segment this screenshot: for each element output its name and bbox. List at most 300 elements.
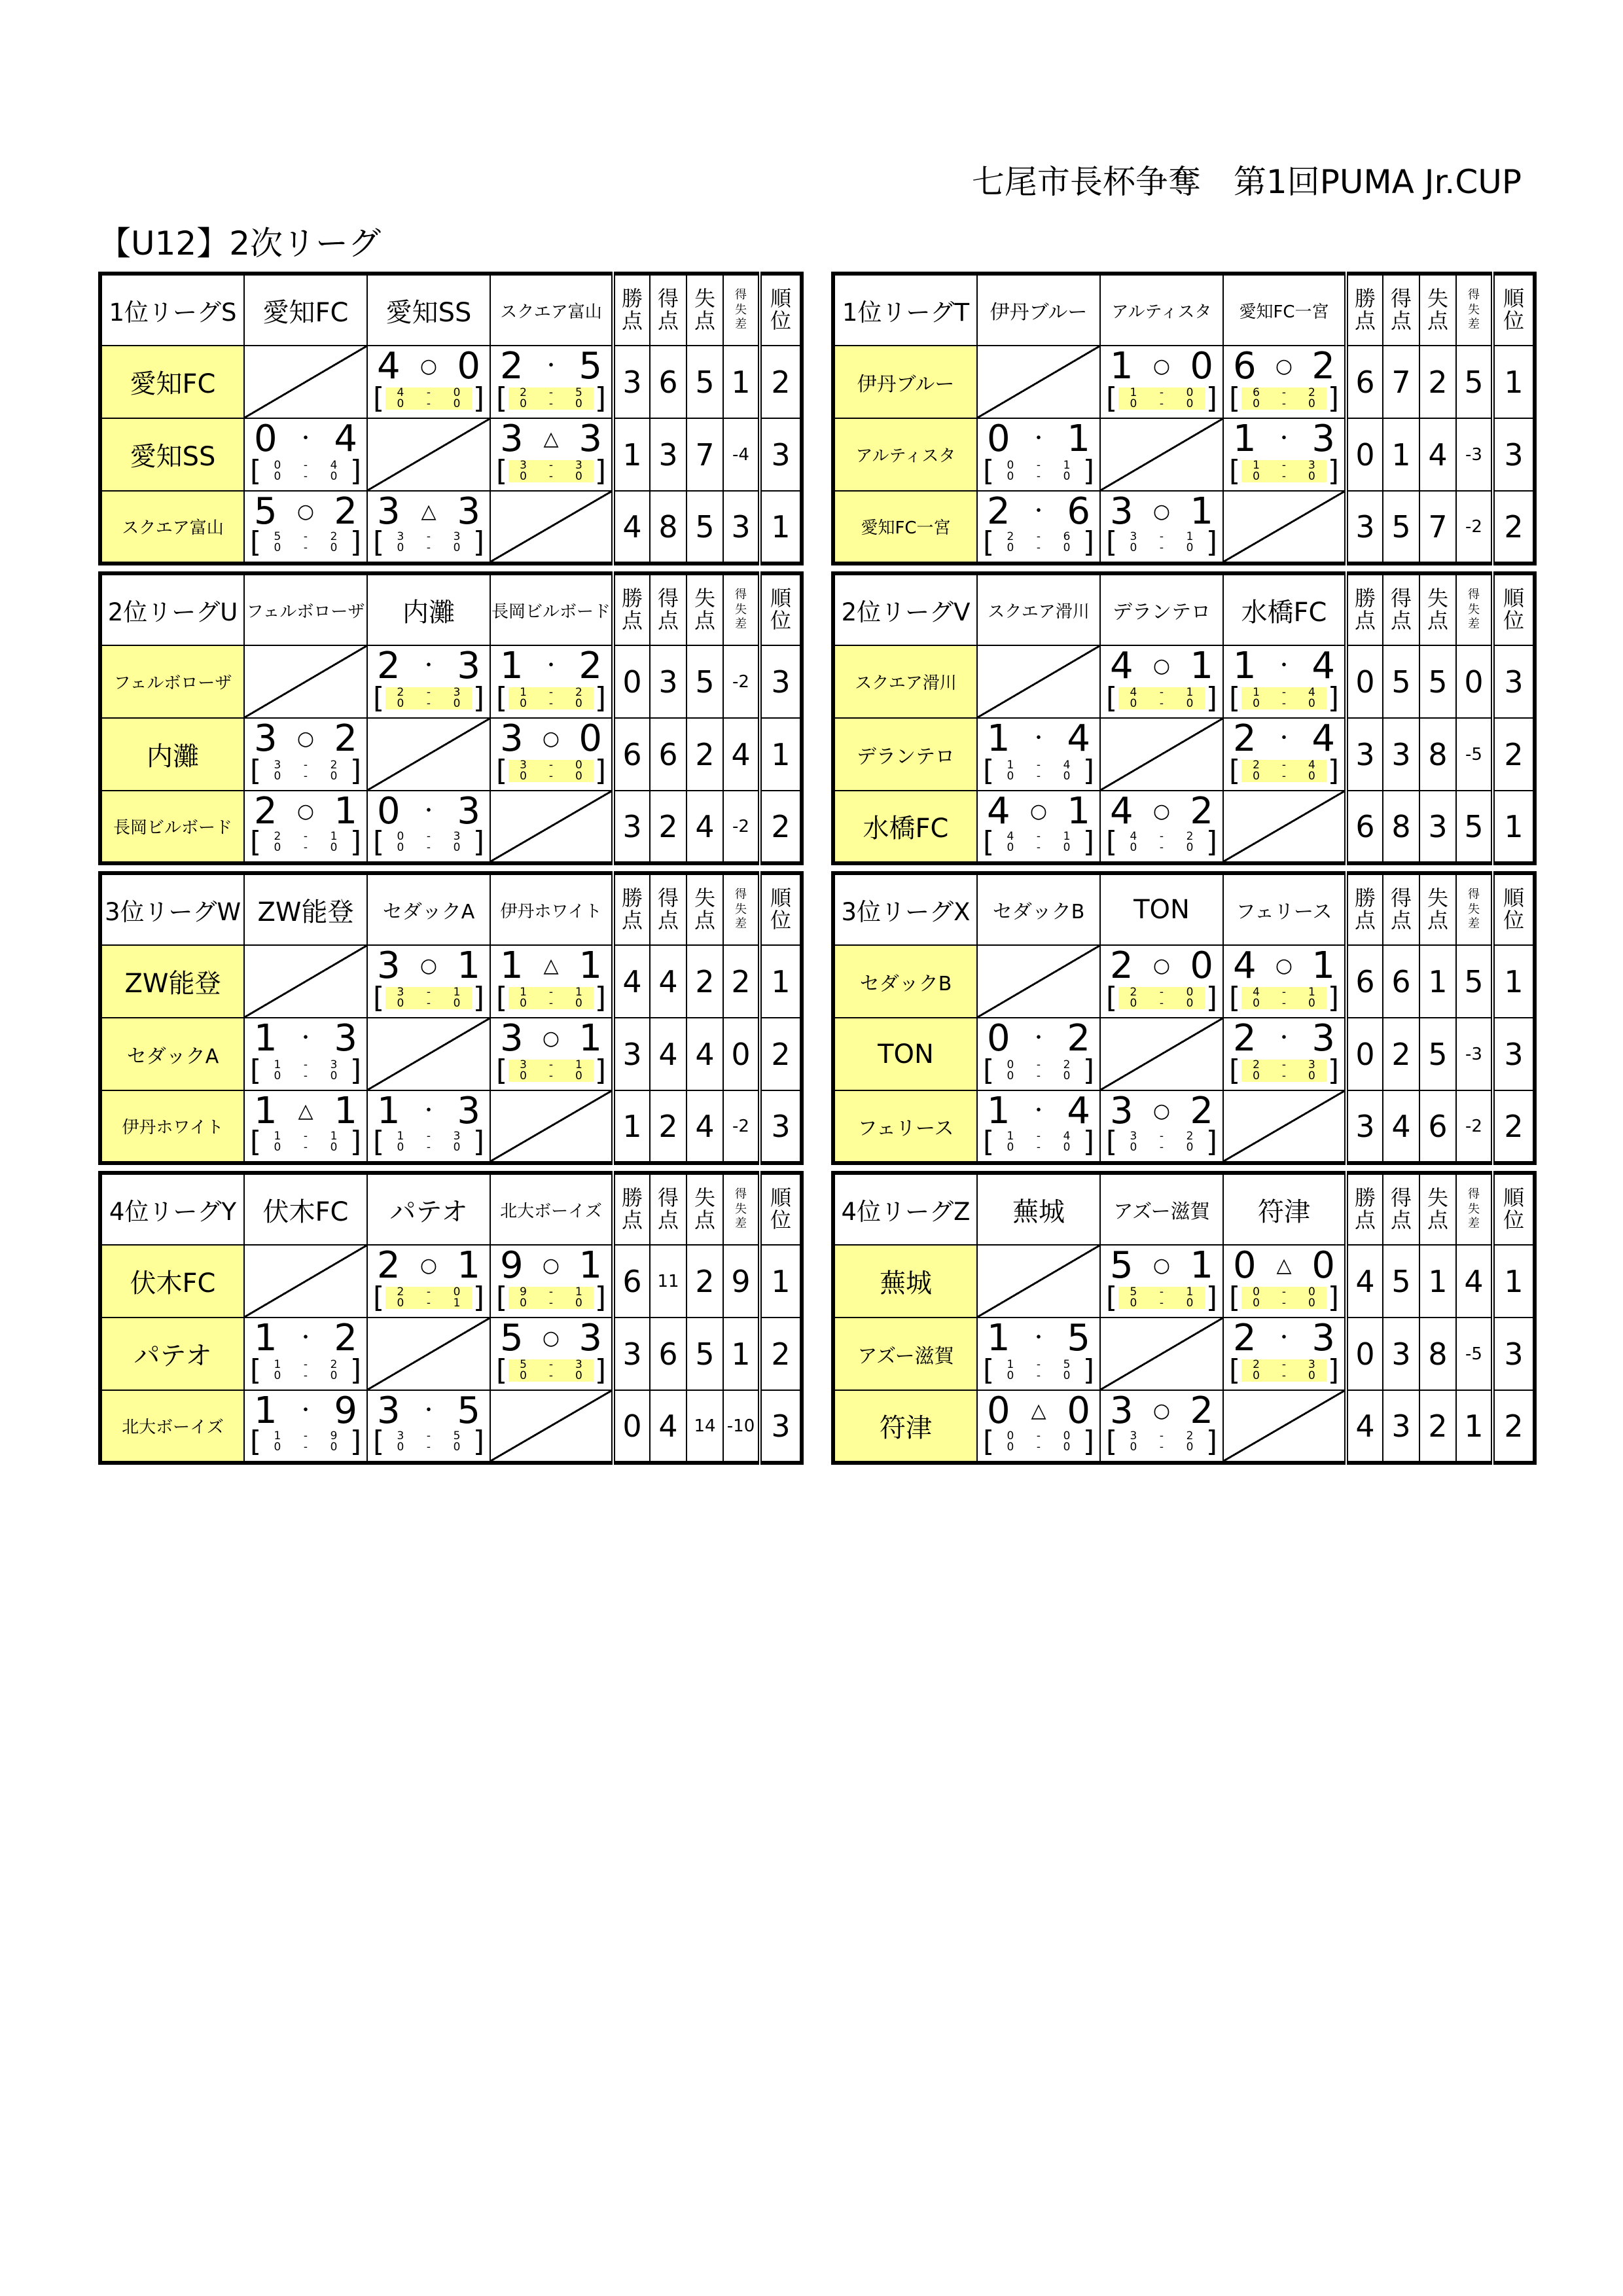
self-match-cell [490,491,613,564]
team-row [833,1245,1535,1318]
match-result [977,418,1100,491]
goals-for-value: 8 [1383,791,1419,863]
half-scores: [ 1 - 4 0 - 0 ] [1229,681,1339,715]
self-match-cell [244,1245,367,1318]
header-goal-diff: 得 失 差 [723,573,760,645]
goal-diff-value: -2 [723,1090,760,1163]
row-team-name: 北大ボーイズ [100,1390,244,1463]
goals-for-value: 3 [650,645,687,718]
first-half-score: 1 - 2 [520,686,582,699]
team-row [833,718,1535,791]
score-away: 1 [334,791,357,833]
result-symbol: ・ [296,1027,315,1050]
rank-value: 1 [760,1245,802,1318]
header-win-points: 勝 点 [1346,873,1383,945]
self-match-cell [490,1390,613,1463]
first-half-score: 3 - 5 [397,1429,461,1443]
first-half-score: 1 - 1 [274,1130,338,1143]
win-points-value: 1 [613,418,650,491]
first-half-score: 2 - 0 [397,1285,461,1299]
score-home: 4 [377,346,401,387]
score-home: 5 [254,491,277,533]
goals-for-value: 4 [1383,1090,1419,1163]
goals-for-value: 3 [650,418,687,491]
row-team-name: 長岡ビルボード [100,791,244,863]
header-team: アズー滋賀 [1100,1173,1223,1245]
header-rank: 順 位 [760,1173,802,1245]
score-away: 4 [1311,645,1335,687]
goal-diff-value: 1 [1456,1390,1493,1463]
second-half-score: 0 - 0 [520,1297,582,1310]
half-scores: [ 1 - 9 0 - 0 ] [250,1425,361,1458]
result-symbol: ○ [419,355,438,378]
score-home: 0 [987,1390,1010,1432]
score-away: 1 [457,945,480,987]
half-scores: [ 1 - 0 0 - 0 ] [1106,382,1217,415]
goal-diff-value: -2 [1456,1090,1493,1163]
team-row [833,1390,1535,1463]
header-team: フェルボローザ [244,573,367,645]
match-result [490,645,613,718]
score-home: 5 [1110,1245,1133,1287]
score-home: 3 [1110,1090,1133,1132]
league-name: 2位リーグV [833,573,977,645]
half-scores: [ 3 - 5 0 - 0 ] [373,1425,484,1458]
half-scores: [ 5 - 3 0 - 0 ] [496,1354,606,1387]
score-home: 2 [1110,945,1133,987]
header-goals-for: 得 点 [650,274,687,346]
result-symbol: ・ [1274,727,1294,750]
match-result [1223,945,1346,1018]
match-result [1100,491,1223,564]
result-symbol: ○ [419,1254,438,1277]
header-rank: 順 位 [760,873,802,945]
header-team: 伊丹ホワイト [490,873,613,945]
win-points-value: 4 [613,491,650,564]
win-points-value: 3 [613,791,650,863]
half-scores: [ 4 - 1 0 - 0 ] [1229,981,1339,1014]
score-away: 1 [579,945,602,987]
league-table-1 [98,272,804,565]
row-team-name: 蕪城 [833,1245,977,1318]
self-match-cell [244,645,367,718]
goals-for-value: 6 [1383,945,1419,1018]
result-symbol: ・ [1029,1100,1048,1122]
header-rank: 順 位 [1493,1173,1535,1245]
second-half-score: 0 - 0 [1007,1069,1071,1083]
match-result [367,1245,490,1318]
win-points-value: 1 [613,1090,650,1163]
goal-diff-value: 0 [723,1018,760,1090]
win-points-value: 3 [1346,718,1383,791]
second-half-score: 0 - 0 [274,1141,338,1154]
goals-against-value: 5 [1419,645,1456,718]
goal-diff-value: 4 [1456,1245,1493,1318]
half-scores: [ 0 - 1 0 - 0 ] [983,454,1094,488]
self-match-cell [244,945,367,1018]
half-scores: [ 5 - 2 0 - 0 ] [250,526,361,559]
rank-value: 3 [760,418,802,491]
half-scores: [ 1 - 3 0 - 0 ] [1229,454,1339,488]
first-half-score: 1 - 3 [397,1130,461,1143]
half-scores: [ 3 - 2 0 - 0 ] [1106,1425,1217,1458]
self-match-cell [244,346,367,418]
second-half-score: 0 - 0 [520,470,582,483]
second-half-score: 0 - 0 [1130,997,1194,1010]
header-team: 愛知SS [367,274,490,346]
header-win-points: 勝 点 [613,573,650,645]
score-home: 1 [1233,418,1257,460]
score-away: 2 [1190,1390,1213,1432]
header-team: 長岡ビルボード [490,573,613,645]
score-away: 3 [457,791,480,833]
score-home: 2 [987,491,1010,533]
win-points-value: 0 [1346,418,1383,491]
first-half-score: 0 - 3 [397,830,461,843]
first-half-score: 3 - 1 [520,1058,582,1071]
match-result [244,791,367,863]
self-match-cell [367,1318,490,1390]
first-half-score: 3 - 1 [397,986,461,999]
self-match-cell [1223,1390,1346,1463]
first-half-score: 1 - 4 [1007,759,1071,772]
half-scores: [ 2 - 6 0 - 0 ] [983,526,1094,559]
score-home: 1 [1110,346,1133,387]
goals-against-value: 4 [1419,418,1456,491]
first-half-score: 0 - 0 [1007,1429,1071,1443]
score-away: 4 [1067,1090,1090,1132]
half-scores: [ 3 - 2 0 - 0 ] [1106,1125,1217,1158]
header-team: 伊丹ブルー [977,274,1100,346]
win-points-value: 3 [613,346,650,418]
page-subtitle: 【U12】2次リーグ [98,224,382,262]
goals-for-value: 6 [650,718,687,791]
first-half-score: 3 - 2 [1130,1429,1194,1443]
row-team-name: アズー滋賀 [833,1318,977,1390]
self-match-cell [367,1018,490,1090]
header-team: 蕪城 [977,1173,1100,1245]
second-half-score: 0 - 0 [1253,397,1315,410]
score-away: 1 [1067,418,1090,460]
score-away: 0 [579,718,602,760]
half-scores: [ 3 - 2 0 - 0 ] [250,754,361,787]
win-points-value: 3 [1346,491,1383,564]
goals-against-value: 2 [1419,1390,1456,1463]
league-name: 1位リーグS [100,274,244,346]
result-symbol: ○ [419,954,438,977]
score-home: 3 [500,1018,524,1060]
header-goals-against: 失 点 [687,573,723,645]
header-rank: 順 位 [760,573,802,645]
first-half-score: 1 - 4 [1253,686,1315,699]
header-goals-against: 失 点 [1419,1173,1456,1245]
rank-value: 1 [1493,945,1535,1018]
match-result [1100,1245,1223,1318]
result-symbol: ・ [541,655,561,677]
result-symbol: ・ [1029,427,1048,450]
score-away: 4 [334,418,357,460]
first-half-score: 4 - 2 [1130,830,1194,843]
result-symbol: ○ [296,800,315,823]
result-symbol: ○ [296,500,315,523]
rank-value: 2 [760,1318,802,1390]
score-away: 0 [1190,945,1213,987]
score-home: 0 [987,418,1010,460]
header-goal-diff: 得 失 差 [723,873,760,945]
self-match-cell [1223,791,1346,863]
second-half-score: 0 - 0 [1007,470,1071,483]
match-result [490,1245,613,1318]
header-goals-against: 失 点 [1419,274,1456,346]
score-home: 9 [500,1245,524,1287]
row-team-name: 符津 [833,1390,977,1463]
team-row [100,1390,802,1463]
rank-value: 2 [1493,491,1535,564]
first-half-score: 1 - 1 [520,986,582,999]
half-scores: [ 2 - 3 0 - 0 ] [373,681,484,715]
second-half-score: 0 - 0 [1007,841,1071,854]
score-away: 2 [334,1318,357,1359]
goals-for-value: 11 [650,1245,687,1318]
second-half-score: 0 - 0 [1253,1069,1315,1083]
score-away: 0 [457,346,480,387]
header-team: パテオ [367,1173,490,1245]
team-row [100,1018,802,1090]
result-symbol: ・ [1029,727,1048,750]
second-half-score: 0 - 0 [397,841,461,854]
score-home: 1 [1233,645,1257,687]
match-result [1223,418,1346,491]
win-points-value: 0 [1346,1318,1383,1390]
match-result [1100,945,1223,1018]
score-away: 1 [1190,645,1213,687]
header-goal-diff: 得 失 差 [723,274,760,346]
header-team: セダックA [367,873,490,945]
win-points-value: 0 [613,645,650,718]
self-match-cell [1100,418,1223,491]
score-away: 0 [1067,1390,1090,1432]
result-symbol: ・ [1274,1327,1294,1350]
match-result [490,418,613,491]
goal-diff-value: -10 [723,1390,760,1463]
team-row [100,1318,802,1390]
score-home: 1 [987,718,1010,760]
score-away: 1 [579,1018,602,1060]
score-home: 1 [500,645,524,687]
result-symbol: ・ [1029,500,1048,523]
second-half-score: 0 - 1 [397,1297,461,1310]
row-team-name: ZW能登 [100,945,244,1018]
score-away: 5 [1067,1318,1090,1359]
score-away: 1 [457,1245,480,1287]
half-scores: [ 3 - 3 0 - 0 ] [496,454,606,488]
score-away: 2 [1190,1090,1213,1132]
score-home: 0 [254,418,277,460]
second-half-score: 0 - 0 [274,1369,338,1382]
team-row [100,491,802,564]
score-away: 3 [579,418,602,460]
match-result [244,418,367,491]
row-team-name: セダックB [833,945,977,1018]
score-away: 2 [334,718,357,760]
match-result [244,1390,367,1463]
self-match-cell [977,945,1100,1018]
second-half-score: 0 - 0 [274,1069,338,1083]
second-half-score: 0 - 0 [1130,1441,1194,1454]
league-name: 3位リーグX [833,873,977,945]
team-row [100,645,802,718]
half-scores: [ 0 - 0 0 - 0 ] [983,1425,1094,1458]
goal-diff-value: -5 [1456,718,1493,791]
row-team-name: 水橋FC [833,791,977,863]
header-goals-for: 得 点 [1383,873,1419,945]
result-symbol: ・ [1029,1027,1048,1050]
goals-against-value: 3 [1419,791,1456,863]
header-goals-for: 得 点 [650,1173,687,1245]
first-half-score: 3 - 2 [274,759,338,772]
score-home: 1 [254,1018,277,1060]
first-half-score: 2 - 5 [520,386,582,399]
header-team: フェリース [1223,873,1346,945]
goals-against-value: 8 [1419,1318,1456,1390]
rank-value: 1 [760,945,802,1018]
second-half-score: 0 - 0 [397,541,461,554]
rank-value: 1 [760,491,802,564]
half-scores: [ 9 - 1 0 - 0 ] [496,1281,606,1314]
goals-for-value: 2 [650,1090,687,1163]
second-half-score: 0 - 0 [1130,1297,1194,1310]
half-scores: [ 2 - 0 0 - 1 ] [373,1281,484,1314]
result-symbol: ・ [419,1100,438,1122]
match-result [977,1318,1100,1390]
second-half-score: 0 - 0 [520,997,582,1010]
first-half-score: 0 - 1 [1007,459,1071,472]
score-home: 3 [500,418,524,460]
row-team-name: スクエア富山 [100,491,244,564]
result-symbol: ○ [542,727,560,750]
result-symbol: ・ [419,655,438,677]
score-home: 2 [377,645,401,687]
rank-value: 2 [760,346,802,418]
score-home: 6 [1233,346,1257,387]
goal-diff-value: 4 [723,718,760,791]
self-match-cell [1223,1090,1346,1163]
second-half-score: 0 - 0 [1253,997,1315,1010]
score-home: 1 [254,1318,277,1359]
self-match-cell [490,1090,613,1163]
half-scores: [ 3 - 0 0 - 0 ] [496,754,606,787]
win-points-value: 0 [1346,645,1383,718]
match-result [490,945,613,1018]
goals-for-value: 8 [650,491,687,564]
goals-against-value: 6 [1419,1090,1456,1163]
score-home: 4 [1233,945,1257,987]
second-half-score: 0 - 0 [274,470,338,483]
first-half-score: 1 - 5 [1007,1358,1071,1371]
score-away: 4 [1311,718,1335,760]
page-title: 七尾市長杯争奪 第1回PUMA Jr.CUP [971,163,1522,201]
second-half-score: 0 - 0 [1130,841,1194,854]
goal-diff-value: 0 [1456,645,1493,718]
result-symbol: ○ [1275,954,1293,977]
header-goals-for: 得 点 [1383,573,1419,645]
row-team-name: 伏木FC [100,1245,244,1318]
first-half-score: 1 - 9 [274,1429,338,1443]
goals-for-value: 4 [650,1390,687,1463]
second-half-score: 0 - 0 [1130,1141,1194,1154]
result-symbol: △ [1276,1254,1292,1277]
goal-diff-value: -4 [723,418,760,491]
half-scores: [ 2 - 4 0 - 0 ] [1229,754,1339,787]
score-away: 1 [1067,791,1090,833]
header-team: スクエア滑川 [977,573,1100,645]
first-half-score: 2 - 3 [1253,1358,1315,1371]
half-scores: [ 2 - 3 0 - 0 ] [1229,1354,1339,1387]
goals-against-value: 2 [687,718,723,791]
league-table-6 [831,871,1537,1165]
half-scores: [ 1 - 4 0 - 0 ] [983,754,1094,787]
score-home: 3 [377,491,401,533]
header-team: 伏木FC [244,1173,367,1245]
half-scores: [ 4 - 0 0 - 0 ] [373,382,484,415]
header-win-points: 勝 点 [1346,573,1383,645]
rank-value: 2 [760,791,802,863]
result-symbol: ○ [542,1254,560,1277]
second-half-score: 0 - 0 [274,770,338,783]
team-row [100,418,802,491]
league-table-5 [98,871,804,1165]
header-goals-for: 得 点 [650,573,687,645]
goals-for-value: 3 [1383,1390,1419,1463]
score-home: 1 [254,1390,277,1432]
second-half-score: 0 - 0 [520,397,582,410]
goal-diff-value: -3 [1456,1018,1493,1090]
team-row [100,718,802,791]
match-result [1223,1018,1346,1090]
result-symbol: ・ [296,1327,315,1350]
rank-value: 3 [760,1390,802,1463]
match-result [367,945,490,1018]
second-half-score: 0 - 0 [1007,1441,1071,1454]
goals-for-value: 2 [650,791,687,863]
score-home: 1 [500,945,524,987]
self-match-cell [367,418,490,491]
score-away: 2 [1067,1018,1090,1060]
team-row [100,346,802,418]
half-scores: [ 0 - 0 0 - 0 ] [1229,1281,1339,1314]
goal-diff-value: 1 [723,346,760,418]
score-away: 2 [1311,346,1335,387]
goals-for-value: 3 [1383,1318,1419,1390]
second-half-score: 0 - 0 [397,697,461,710]
goals-for-value: 5 [1383,491,1419,564]
result-symbol: ○ [1152,800,1171,823]
score-home: 2 [1233,1318,1257,1359]
half-scores: [ 3 - 1 0 - 0 ] [1106,526,1217,559]
result-symbol: ・ [419,1399,438,1422]
score-home: 0 [987,1018,1010,1060]
team-row [100,945,802,1018]
header-team: アルティスタ [1100,274,1223,346]
first-half-score: 6 - 2 [1253,386,1315,399]
first-half-score: 2 - 3 [397,686,461,699]
header-team: セダックB [977,873,1100,945]
score-home: 3 [1110,1390,1133,1432]
score-home: 3 [377,1390,401,1432]
self-match-cell [977,346,1100,418]
header-team: 水橋FC [1223,573,1346,645]
match-result [490,1018,613,1090]
